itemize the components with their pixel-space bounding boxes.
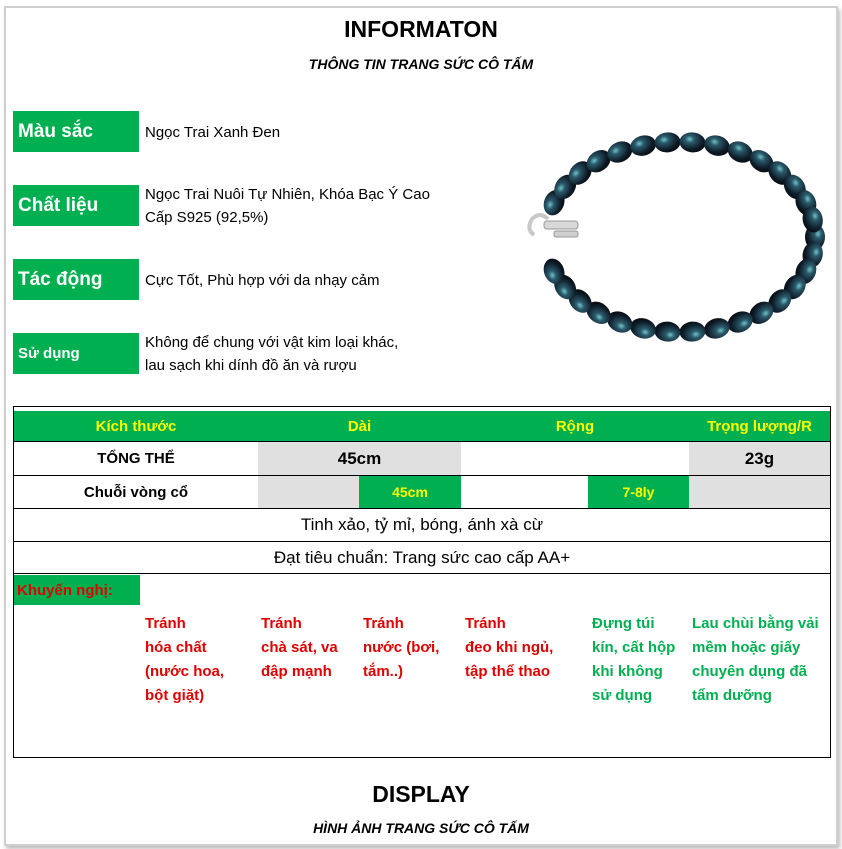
overall-length: 45cm xyxy=(258,442,461,475)
row-overall-label: TỔNG THỂ xyxy=(97,450,175,467)
standard-row: Đạt tiêu chuẩn: Trang sức cao cấp AA+ xyxy=(273,547,571,567)
page-subtitle: THÔNG TIN TRANG SỨC CÔ TẤM xyxy=(308,56,534,72)
spec-label-usage: Sử dụng xyxy=(13,333,139,374)
col-header-size: Kích thước xyxy=(14,411,258,441)
overall-width-empty xyxy=(461,442,689,475)
pearl-bead xyxy=(702,132,733,158)
spec-value-material: Ngọc Trai Nuôi Tự Nhiên, Khóa Bạc Ý Cao Cấp S925 (92,5%) xyxy=(145,186,430,226)
pearl-bead xyxy=(628,315,659,341)
spec-value-usage: Không để chung với vật kim loại khác, lau sạch khi dính đồ ăn và rượu xyxy=(145,334,399,374)
spec-label-color: Màu sắc xyxy=(13,111,139,152)
pearl-bead xyxy=(679,131,707,153)
recommendation-item: Tránh nước (bơi, tắm..) xyxy=(363,615,440,680)
recommendation-item: Đựng túi kín, cất hộp khi không sử dụng xyxy=(592,615,676,704)
col-header-length: Dài xyxy=(258,411,461,441)
spec-label-effect: Tác động xyxy=(13,259,139,300)
spec-value-effect: Cực Tốt, Phù hợp với da nhạy cảm xyxy=(145,272,380,289)
chain-width: 7-8ly xyxy=(588,476,689,508)
col-header-width: Rộng xyxy=(461,411,689,441)
pearl-bead xyxy=(654,321,682,343)
col-header-weight: Trọng lượng/R xyxy=(689,411,830,441)
clasp-icon xyxy=(529,215,578,237)
spec-value-color: Ngọc Trai Xanh Đen xyxy=(145,124,281,141)
pearl-bead xyxy=(654,131,682,153)
pearl-bead xyxy=(679,321,707,343)
pearl-necklace-image xyxy=(500,125,835,365)
spec-label-material: Chất liệu xyxy=(13,185,139,226)
page-title: INFORMATON xyxy=(344,16,498,42)
recommendations-title: Khuyến nghị: xyxy=(14,575,140,605)
row-chain-label: Chuỗi vòng cổ xyxy=(83,483,189,501)
recommendation-item: Tránh hóa chất (nước hoa, bột giặt) xyxy=(145,615,225,704)
recommendation-item: Lau chùi bằng vải mềm hoặc giấy chuyên dụng đã tẩm dưỡng xyxy=(692,615,819,704)
overall-weight: 23g xyxy=(689,442,830,475)
recommendation-item: Tránh đeo khi ngủ, tập thể thao xyxy=(465,615,554,680)
quality-row: Tinh xảo, tỷ mỉ, bóng, ánh xà cừ xyxy=(300,515,544,534)
pearl-bead xyxy=(702,315,733,341)
pearl-bead xyxy=(628,132,659,158)
display-title: DISPLAY xyxy=(372,781,470,807)
recommendation-item: Tránh chà sát, va đập mạnh xyxy=(261,615,338,680)
chain-length: 45cm xyxy=(359,476,461,508)
display-subtitle: HÌNH ẢNH TRANG SỨC CÔ TẤM xyxy=(313,820,529,836)
